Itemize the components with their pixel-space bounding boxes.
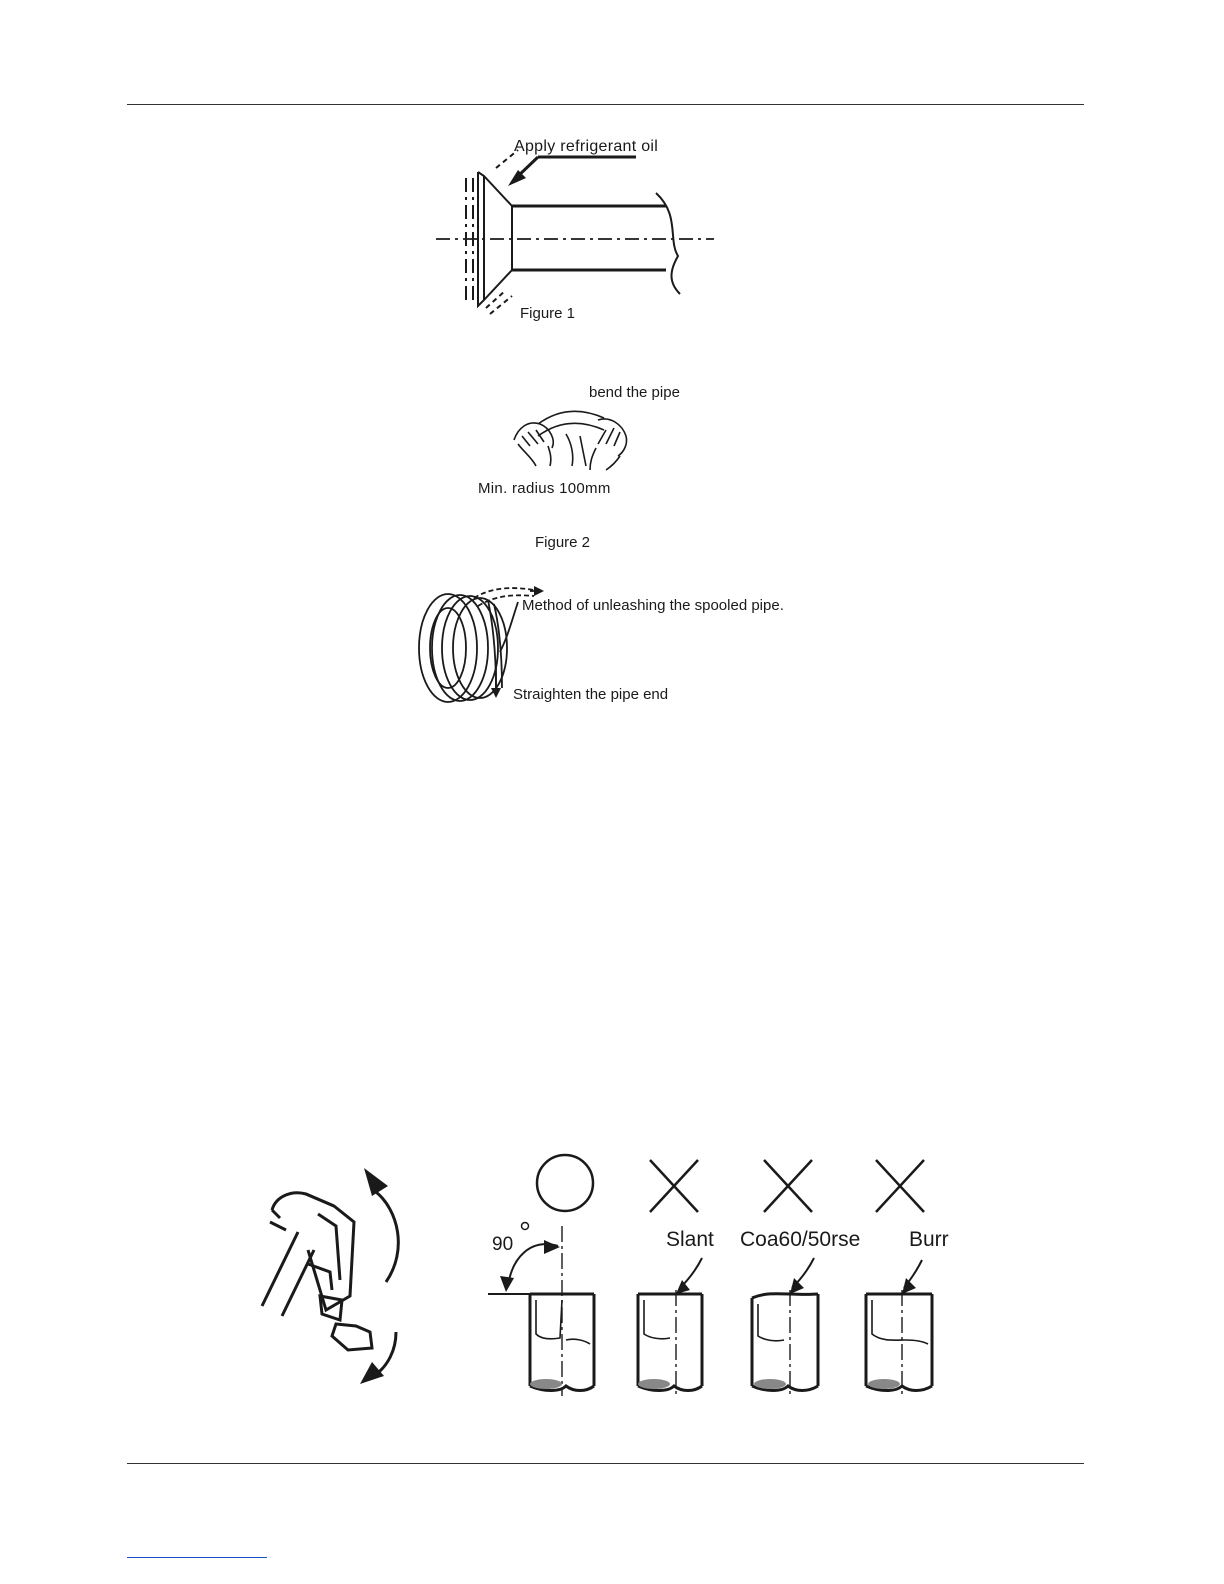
wrong-symbol	[764, 1160, 812, 1212]
angle-label: 90	[492, 1234, 514, 1255]
straighten-label: Straighten the pipe end	[513, 686, 669, 703]
wrong-symbol	[650, 1160, 698, 1212]
correct-symbol	[537, 1155, 593, 1211]
slant-label: Slant	[666, 1228, 714, 1251]
degree-symbol	[520, 1212, 521, 1213]
burr-label: Burr	[909, 1228, 949, 1251]
oil-label: Apply refrigerant oil	[514, 138, 659, 155]
figure-2-caption: Figure 2	[535, 534, 591, 551]
figure-1-caption: Figure 1	[520, 305, 576, 322]
footer-rule	[127, 1463, 1084, 1464]
footer-link-underline[interactable]	[127, 1557, 267, 1558]
bend-label: bend the pipe	[589, 384, 680, 401]
unleash-label: Method of unleashing the spooled pipe.	[522, 597, 784, 614]
radius-label: Min. radius 100mm	[478, 480, 611, 497]
wrong-symbol	[876, 1160, 924, 1212]
coarse-label: Coa60/50rse	[740, 1228, 861, 1251]
